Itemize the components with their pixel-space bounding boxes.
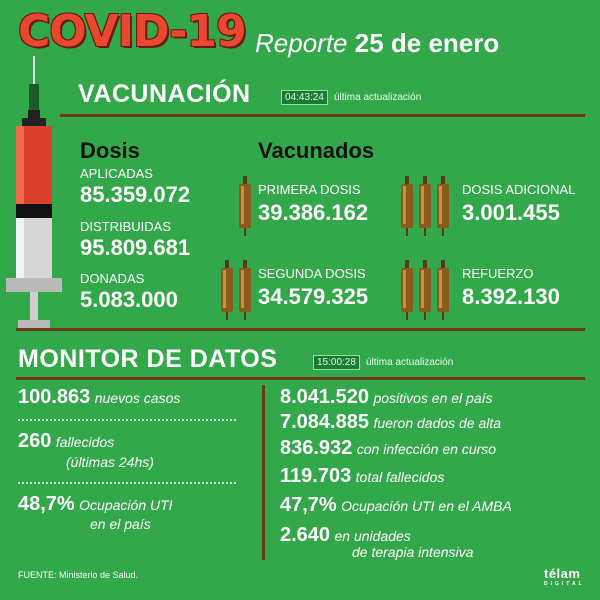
vacunados-heading: Vacunados [258, 138, 375, 163]
source-note: FUENTE: Ministerio de Salud. [18, 570, 139, 580]
syringe-icon [4, 56, 64, 336]
subtitle-date: 25 de enero [354, 28, 500, 58]
vacunacion-update-label: última actualización [334, 92, 422, 103]
stat-item [18, 430, 114, 453]
dosis-heading: Dosis [80, 138, 140, 163]
stat-value: 47,7% [280, 494, 337, 516]
dotted-divider [18, 419, 236, 421]
telam-logo [544, 566, 585, 587]
stat-value: 836.932 [280, 437, 353, 459]
stat-text-secondary: en el país [90, 516, 151, 532]
stat-item [280, 437, 496, 460]
stat-text: fallecidos [55, 434, 115, 450]
section-heading-vacunacion: VACUNACIÓN [78, 80, 251, 108]
logo-text: télam [544, 566, 581, 581]
section-heading-monitor: MONITOR DE DATOS [18, 345, 278, 373]
stat-text: nuevos casos [94, 390, 181, 406]
stat-item [280, 411, 501, 434]
vacunados-label: SEGUNDA DOSIS [258, 266, 366, 281]
divider [16, 377, 585, 380]
logo-sub: DIGITAL [544, 581, 585, 587]
stat-value: 8.041.520 [280, 386, 369, 408]
dosis-label: APLICADAS [80, 166, 153, 181]
stat-text: con infección en curso [356, 441, 497, 457]
stat-item [18, 386, 180, 409]
vacunados-value: 3.001.455 [462, 200, 560, 225]
stat-text-secondary: (últimas 24hs) [66, 454, 154, 470]
monitor-update-label: última actualización [366, 357, 454, 368]
vial-icon [236, 176, 254, 236]
column-divider [262, 385, 265, 560]
vacunados-value: 34.579.325 [258, 284, 369, 309]
stat-text-secondary: de terapia intensiva [352, 544, 474, 560]
stat-value: 100.863 [18, 386, 91, 408]
stat-text: fueron dados de alta [373, 415, 502, 431]
stat-text: positivos en el país [373, 390, 493, 406]
stat-item [280, 465, 444, 488]
divider [60, 114, 585, 117]
stat-item [280, 494, 512, 517]
stat-item [18, 493, 173, 516]
stat-value: 7.084.885 [280, 411, 369, 433]
dosis-value: 85.359.072 [80, 182, 191, 207]
vial-icon [398, 176, 452, 236]
stat-text: Ocupación UTI en el AMBA [341, 498, 512, 514]
stat-value: 2.640 [280, 524, 331, 546]
vacunacion-time-badge: 04:43:24 [281, 90, 328, 105]
page-title: COVID-19 [18, 6, 246, 57]
stat-text: Ocupación UTI [79, 497, 173, 513]
dosis-value: 5.083.000 [80, 287, 178, 312]
dotted-divider [18, 482, 236, 484]
report-subtitle [255, 28, 499, 59]
divider [16, 328, 585, 331]
vacunados-value: 39.386.162 [258, 200, 369, 225]
monitor-time-badge: 15:00:28 [313, 355, 360, 370]
vacunados-label: PRIMERA DOSIS [258, 182, 361, 197]
vial-icon [218, 260, 254, 320]
vacunados-value: 8.392.130 [462, 284, 560, 309]
stat-text: en unidades [334, 528, 411, 544]
vacunados-label: REFUERZO [462, 266, 534, 281]
stat-item [280, 386, 493, 409]
vial-icon [398, 260, 452, 320]
stat-text: total fallecidos [355, 469, 445, 485]
dosis-label: DISTRIBUIDAS [80, 219, 172, 234]
stat-value: 260 [18, 430, 52, 452]
vacunados-label: DOSIS ADICIONAL [462, 182, 576, 197]
stat-value: 48,7% [18, 493, 75, 515]
subtitle-prefix: Reporte [255, 28, 348, 58]
dosis-label: DONADAS [80, 271, 145, 286]
stat-value: 119.703 [280, 465, 352, 487]
dosis-value: 95.809.681 [80, 235, 191, 260]
